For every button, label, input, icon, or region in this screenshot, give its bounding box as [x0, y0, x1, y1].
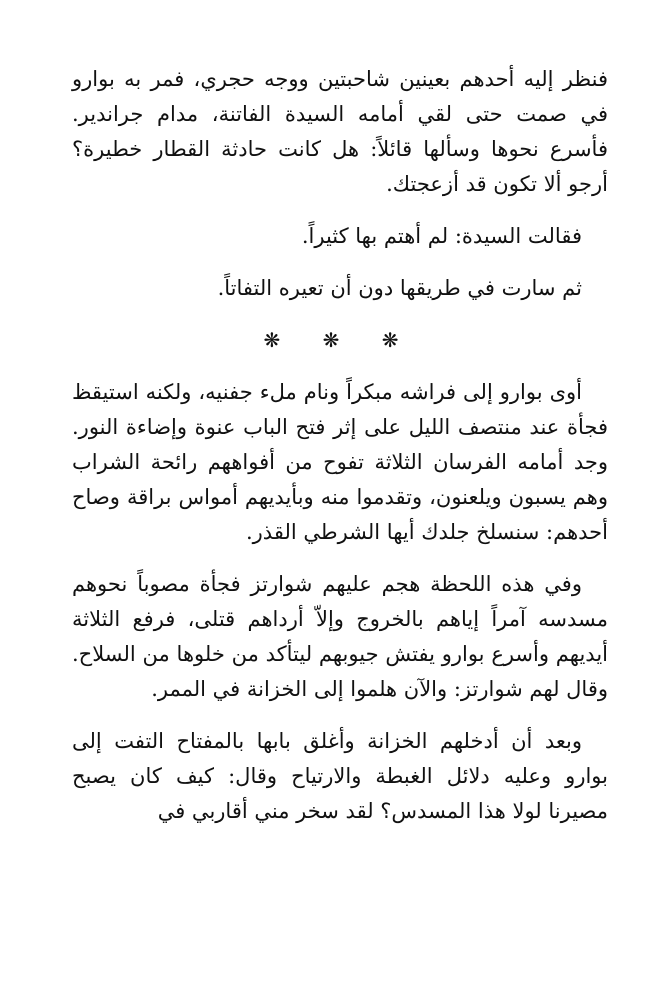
- paragraph-2: فقالت السيدة: لم أهتم بها كثيراً.: [301, 224, 582, 248]
- paragraph-4: أوى بوارو إلى فراشه مبكراً ونام ملء جفنيه، ولكنه استيقظ فجأة عند منتصف الليل على إثر فتح الباب عنوة وإضاءة النور. وجد أمامه الفرسان الثلاثة تفوح من أفواههم رائحة الشراب وهم يسبون ويلعنون، وتقدموا منه وبأيديهم أمواس براقة وصاح أحدهم: سنسلخ جلدك أيها الشرطي القذر.: [72, 380, 608, 544]
- paragraph-5: وفي هذه اللحظة هجم عليهم شوارتز فجأة مصوباً نحوهم مسدسه آمراً إياهم بالخروج وإلاّ أرداهم قتلى، فرفع الثلاثة أيديهم وأسرع بوارو يفتش جيوبهم ليتأكد من خلوها من السلاح. وقال لهم شوارتز: والآن هلموا إلى الخزانة في الممر.: [72, 572, 608, 701]
- paragraph-1: فنظر إليه أحدهم بعينين شاحبتين ووجه حجري، فمر به بوارو في صمت حتى لقي أمامه السيدة الفاتنة، مدام جراندير. فأسرع نحوها وسألها قائلاً: هل كانت حادثة القطار خطيرة؟ أرجو ألا تكون قد أزعجتك.: [72, 67, 608, 196]
- section-separator: ❋ ❋ ❋: [263, 328, 417, 352]
- book-page: [72, 62, 608, 846]
- paragraph-6: وبعد أن أدخلهم الخزانة وأغلق بابها بالمفتاح التفت إلى بوارو وعليه دلائل الغبطة والارتياح وقال: كيف كان يصبح مصيرنا لولا هذا المسدس؟ لقد سخر مني أقاربي في: [72, 729, 608, 823]
- paragraph-3: ثم سارت في طريقها دون أن تعيره التفاتاً.: [217, 276, 582, 300]
